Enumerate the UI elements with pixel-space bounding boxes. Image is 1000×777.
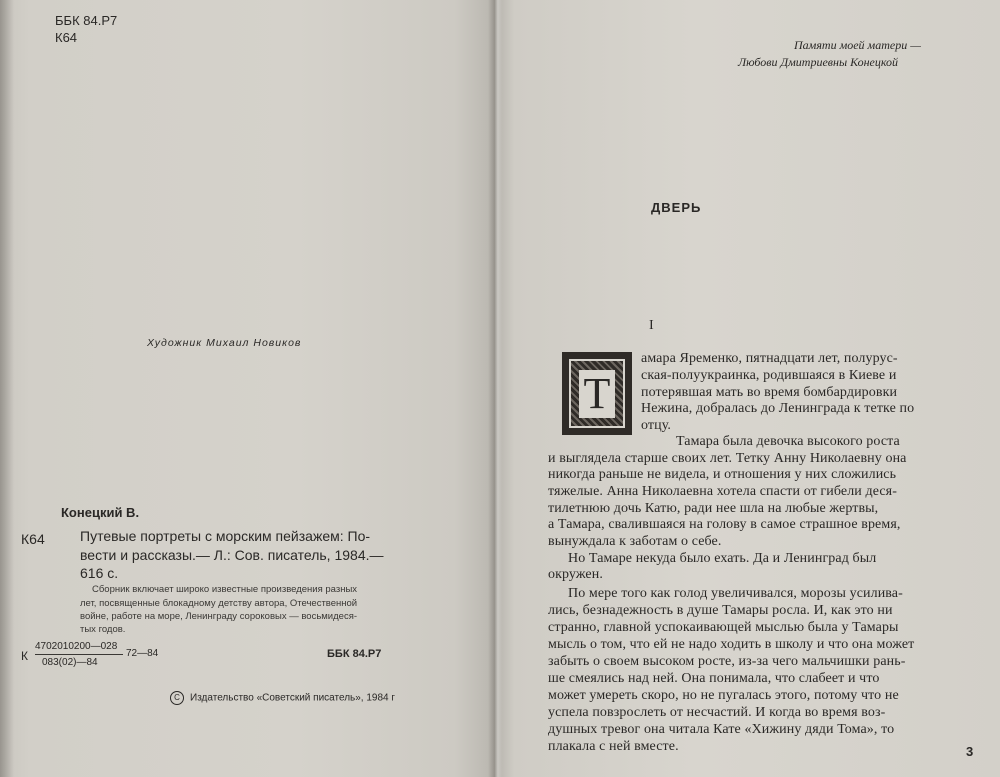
bibliographic-line: вести и рассказы.— Л.: Сов. писатель, 1984.—: [80, 547, 384, 563]
text-line: По мере того как голод увеличивался, морозы усилива-: [568, 586, 903, 601]
copyright-icon: С: [170, 691, 184, 705]
copyright-notice: [170, 691, 395, 705]
ornament-border: [569, 359, 625, 428]
dedication-line: Памяти моей матери —: [794, 38, 921, 52]
bibliographic-line: 616 с.: [80, 565, 119, 581]
story-title: ДВЕРЬ: [651, 200, 702, 215]
text-line: тяжелые. Анна Николаевна хотела спасти от гибели деся-: [548, 484, 897, 499]
index-letter: К: [21, 649, 28, 663]
index-suffix: 72—84: [126, 648, 159, 659]
text-line: плакала с ней вместе.: [548, 739, 679, 754]
text-line: забыть о своем высоком росте, из-за чего мальчишки рань-: [548, 654, 906, 669]
index-numerator: 4702010200—028: [35, 641, 118, 652]
book-gutter: [488, 0, 502, 777]
text-line: мысль о том, что ей не надо ходить в школу и что она может: [548, 637, 915, 652]
text-line: потерявшая мать во время бомбардировки: [641, 385, 898, 400]
copyright-text: Издательство «Советский писатель», 1984 г: [190, 692, 396, 704]
text-line: ская-полуукраинка, родившаяся в Киеве и: [641, 368, 897, 383]
author-name: Конецкий В.: [61, 505, 140, 520]
text-line: тилетнюю дочь Катю, ради нее шла на любые жертвы,: [548, 501, 879, 516]
text-line: никогда раньше не видела, и отношения у них сложились: [548, 467, 897, 482]
text-line: душных тревог она читала Кате «Хижину дяди Тома», то: [548, 722, 895, 737]
text-line: может умереть скоро, но не пугалась этого, потому что не: [548, 688, 899, 703]
author-mark-top: К64: [55, 30, 78, 45]
bibliographic-line: Путевые портреты с морским пейзажем: По-: [80, 528, 371, 544]
text-line: и выглядела старше своих лет. Тетку Анну Николаевну она: [548, 451, 907, 466]
bbk-code-top: ББК 84.Р7: [55, 13, 118, 28]
text-line: а Тамара, свалившаяся на голову в самое страшное время,: [548, 517, 901, 532]
dedication-line: Любови Дмитриевны Конецкой: [738, 55, 899, 69]
summary-line: лет, посвященные блокадному детству автора, Отечественной: [80, 598, 358, 609]
text-line: отцу.: [641, 418, 672, 433]
text-line: вынуждала к заботам о себе.: [548, 534, 722, 549]
text-line: Тамара была девочка высокого роста: [676, 434, 900, 449]
text-line: лись, безнадежность в душе Тамары росла. И, как это ни: [548, 603, 893, 618]
drop-cap-ornament: [562, 352, 632, 435]
author-mark: К64: [21, 531, 45, 547]
text-line: Но Тамаре некуда было ехать. Да и Ленинград был: [568, 551, 877, 566]
chapter-number: I: [649, 318, 654, 333]
text-line: успела повзрослеть от несчастий. И когда во время воз-: [548, 705, 886, 720]
text-line: Нежина, добралась до Ленинграда к тетке по: [641, 401, 915, 416]
page-number: 3: [966, 744, 974, 759]
page-edge-shadow: [0, 0, 14, 777]
summary-line: войне, работе на море, Ленинграду сороковых — восьмидеся-: [80, 611, 358, 622]
text-line: окружен.: [548, 567, 603, 582]
summary-line: Сборник включает широко известные произведения разных: [92, 584, 358, 595]
artist-credit: Художник Михаил Новиков: [147, 337, 302, 349]
text-line: амара Яременко, пятнадцати лет, полурус-: [641, 351, 898, 366]
summary-line: тых годов.: [80, 624, 126, 635]
bbk-code-bottom: ББК 84.Р7: [327, 648, 382, 660]
text-line: странно, главной успокаивающей мыслью была у Тамары: [548, 620, 899, 635]
drop-cap-letter: Т: [579, 370, 615, 418]
fraction-bar: [35, 654, 123, 655]
text-line: ше смеялись над ней. Она понимала, что слабеет и что: [548, 671, 880, 686]
index-denominator: 083(02)—84: [42, 657, 98, 668]
